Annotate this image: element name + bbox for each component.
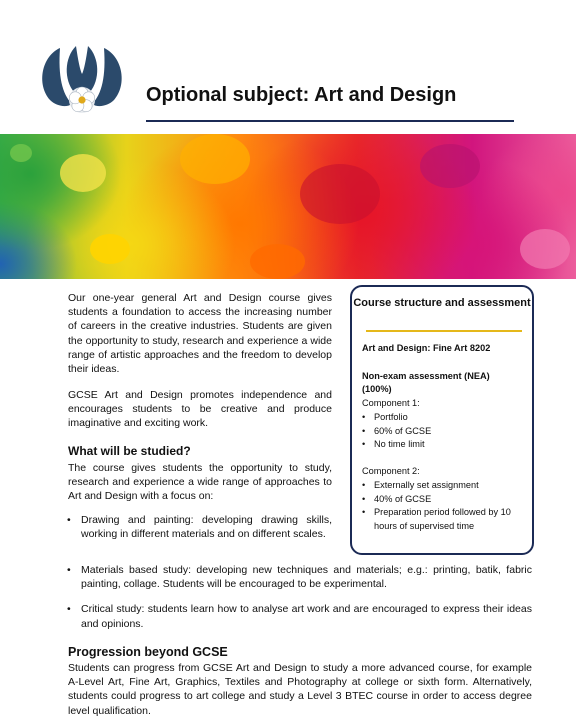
intro-paragraph-1: Our one-year general Art and Design course gives students a foundation to access the increasing number of careers in the creative industries. Students are given the opportunity to study, research and experience a wide range of artistic approaches and the freedom to develop their ideas. [68, 292, 332, 376]
component-2-label: Component 2: [362, 466, 420, 476]
studied-heading: What will be studied? [68, 444, 191, 458]
nea-percent: (100%) [362, 384, 392, 394]
progression-text: Students can progress from GCSE Art and Design to study a more advanced course, for example A-Level Art, Fine Art, Graphics, Textiles and Photography at college or sixth form. Alternatively, students could progress to art college and study a Level 3 BTEC course in order to access degree level qualification. [68, 662, 532, 717]
component-1-label: Component 1: [362, 398, 420, 408]
component-1-list [362, 411, 522, 452]
course-code: Art and Design: Fine Art 8202 [362, 343, 491, 353]
course-structure-title: Course structure and assessment [353, 297, 531, 309]
title-underline [146, 120, 514, 122]
list-item: • Externally set assignment [362, 479, 526, 493]
studied-list-1 [66, 513, 332, 541]
nea-label: Non-exam assessment (NEA) [362, 371, 490, 381]
intro-paragraph-2: GCSE Art and Design promotes independence and encourages students to be creative and produce imaginative and exciting work. [68, 389, 332, 430]
component-2-list [362, 479, 526, 533]
studied-intro-text: The course gives students the opportunity to study, research and experience a wide range of approaches to Art and Design with a focus on: [68, 462, 332, 503]
page-title: Optional subject: Art and Design [146, 84, 457, 106]
list-item: • Preparation period followed by 10 hours of supervised time [362, 506, 526, 533]
school-logo-icon [36, 42, 128, 120]
list-item: • 40% of GCSE [362, 493, 526, 507]
list-item: • Portfolio [362, 411, 522, 425]
gold-divider [366, 330, 522, 332]
list-item: • Critical study: students learn how to analyse art work and are encouraged to express their ideas and opinions. [66, 602, 532, 630]
paint-splash-banner-image [0, 134, 576, 279]
list-item: • Drawing and painting: developing drawing skills, working in different materials and on different scales. [66, 513, 332, 541]
course-structure-box [350, 285, 534, 555]
progression-heading: Progression beyond GCSE [68, 645, 228, 659]
studied-list-2 [66, 563, 532, 631]
list-item: • Materials based study: developing new techniques and materials; e.g.: printing, batik, fabric painting, collage. Students will be encouraged to be experimental. [66, 563, 532, 591]
list-item: • No time limit [362, 438, 522, 452]
list-item: • 60% of GCSE [362, 425, 522, 439]
